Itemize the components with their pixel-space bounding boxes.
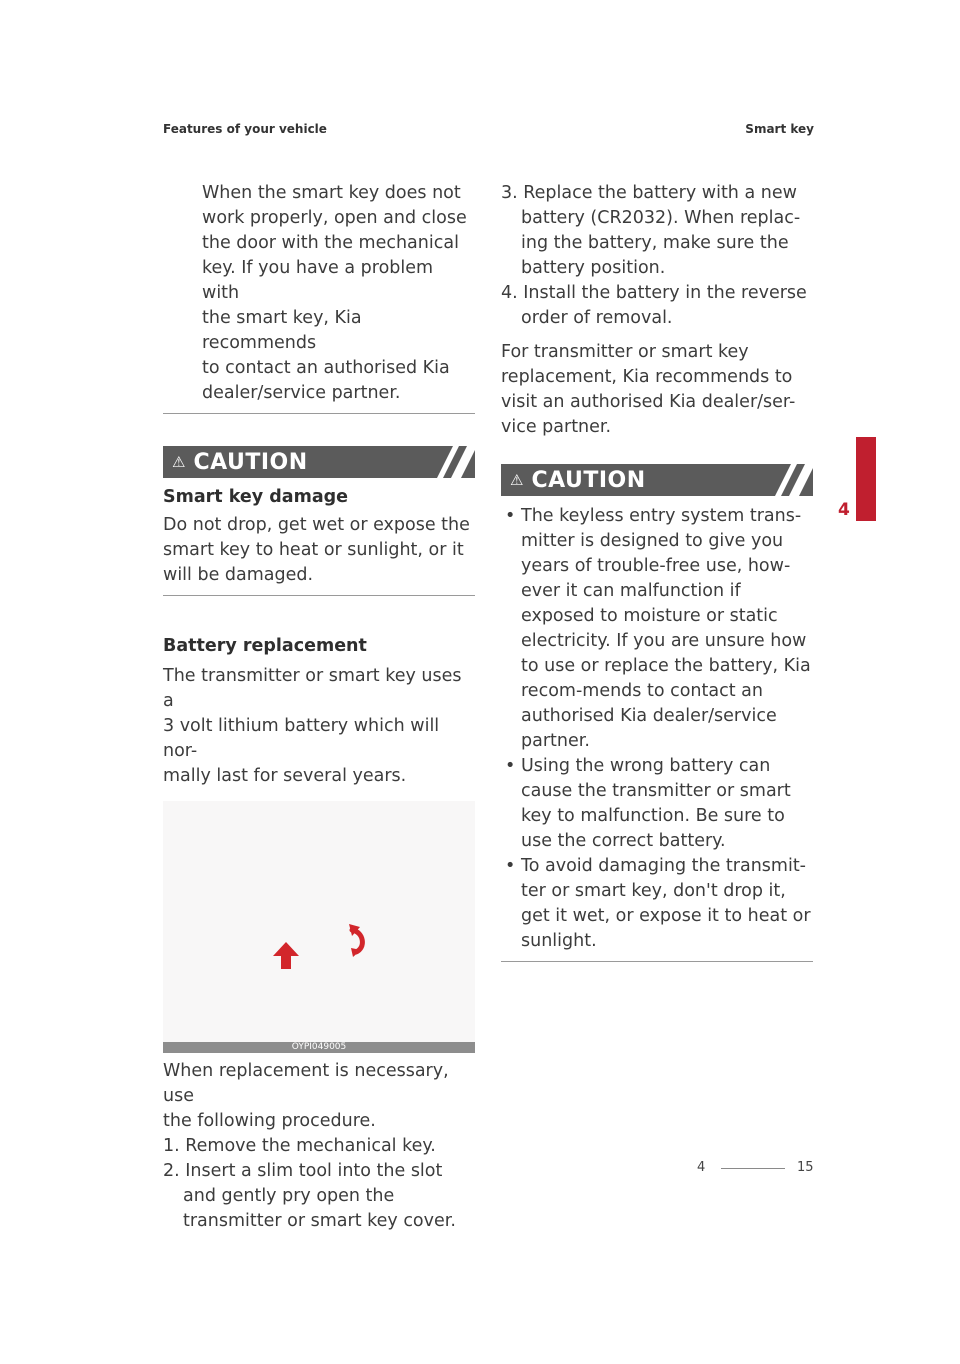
replacement-line: replacement, Kia recommends to: [501, 367, 793, 387]
note-line: to contact an authorised Kia: [202, 358, 450, 378]
note-line: the door with the mechanical: [202, 233, 459, 253]
caution-line: smart key to heat or sunlight, or it: [163, 540, 464, 560]
procedure-line: the following procedure.: [163, 1111, 376, 1131]
list-item: [501, 854, 813, 954]
list-item: 1. Remove the mechanical key.: [163, 1136, 436, 1156]
bullet-icon: •: [505, 856, 516, 876]
caution-line: Do not drop, get wet or expose the: [163, 515, 470, 535]
list-item: 4. Install the battery in the reverse order of removal.: [501, 283, 807, 328]
procedure-steps-continued: [501, 181, 813, 331]
note-line: the smart key, Kia recommends: [202, 308, 362, 353]
footer-page-number: 15: [797, 1160, 814, 1175]
replacement-text: [501, 340, 813, 440]
stripe-decoration-icon: [757, 464, 813, 496]
chapter-tab-number: 4: [838, 500, 850, 520]
up-arrow-icon: [273, 942, 299, 969]
bullet-icon: •: [505, 506, 516, 526]
running-header-section: Features of your vehicle: [163, 122, 327, 136]
figure-illustration: [163, 801, 475, 1041]
procedure-steps: [163, 1134, 475, 1234]
battery-line: The transmitter or smart key uses a: [163, 666, 462, 711]
figure-label: OYPI049005: [163, 1042, 475, 1053]
caution-text: [163, 513, 475, 588]
caution-title: CAUTION: [531, 467, 646, 493]
list-item: [501, 754, 813, 854]
caution-banner: [163, 446, 475, 478]
replacement-line: visit an authorised Kia dealer/ser-: [501, 392, 796, 412]
running-header-topic: Smart key: [745, 122, 814, 136]
divider: [163, 413, 475, 414]
bullet-text: The keyless entry system trans-mitter is designed to give you years of trouble-free use, how-ever it can malfunction if exposed to moisture or static electricity. If you are unsure how to use or replace the battery, Kia recom-mends to contact an authorised Kia dealer/service partner.: [521, 506, 811, 751]
replacement-line: vice partner.: [501, 417, 612, 437]
divider: [163, 595, 475, 596]
footer-divider: [721, 1168, 785, 1169]
left-column: [163, 181, 475, 1234]
bullet-text: Using the wrong battery can cause the transmitter or smart key to malfunction. Be sure to use the correct battery.: [521, 756, 791, 851]
section-heading: Battery replacement: [163, 636, 367, 656]
caution-bullets: [501, 504, 813, 954]
procedure-intro: [163, 1059, 475, 1134]
bullet-icon: •: [505, 756, 516, 776]
caution-banner: [501, 464, 813, 496]
caution-title: CAUTION: [193, 449, 308, 475]
caution-subtitle: Smart key damage: [163, 487, 349, 507]
warning-triangle-icon: ⚠: [172, 452, 186, 471]
stripe-decoration-icon: [419, 446, 475, 478]
caution-line: will be damaged.: [163, 565, 314, 585]
battery-text: [163, 664, 475, 789]
footer-chapter: 4: [697, 1160, 706, 1175]
note-line: dealer/service partner.: [202, 383, 401, 403]
right-column: [501, 181, 813, 962]
battery-line: mally last for several years.: [163, 766, 407, 786]
divider: [501, 961, 813, 962]
note-line: work properly, open and close: [202, 208, 467, 228]
battery-figure: [163, 801, 475, 1053]
note-line: When the smart key does not: [202, 183, 461, 203]
battery-line: 3 volt lithium battery which will nor-: [163, 716, 440, 761]
warning-triangle-icon: ⚠: [510, 470, 524, 489]
list-item: 3. Replace the battery with a new battery (CR2032). When replac-ing the battery, make sure the battery position.: [501, 183, 801, 278]
list-item: 2. Insert a slim tool into the slot and gently pry open the transmitter or smart key cover.: [163, 1161, 456, 1231]
note-block: [163, 181, 475, 406]
chapter-tab: [856, 437, 876, 521]
list-item: [501, 504, 813, 754]
replacement-line: For transmitter or smart key: [501, 342, 749, 362]
bullet-text: To avoid damaging the transmit-ter or smart key, don't drop it, get it wet, or expose it to heat or sunlight.: [521, 856, 811, 951]
procedure-line: When replacement is necessary, use: [163, 1061, 449, 1106]
note-line: key. If you have a problem with: [202, 258, 434, 303]
